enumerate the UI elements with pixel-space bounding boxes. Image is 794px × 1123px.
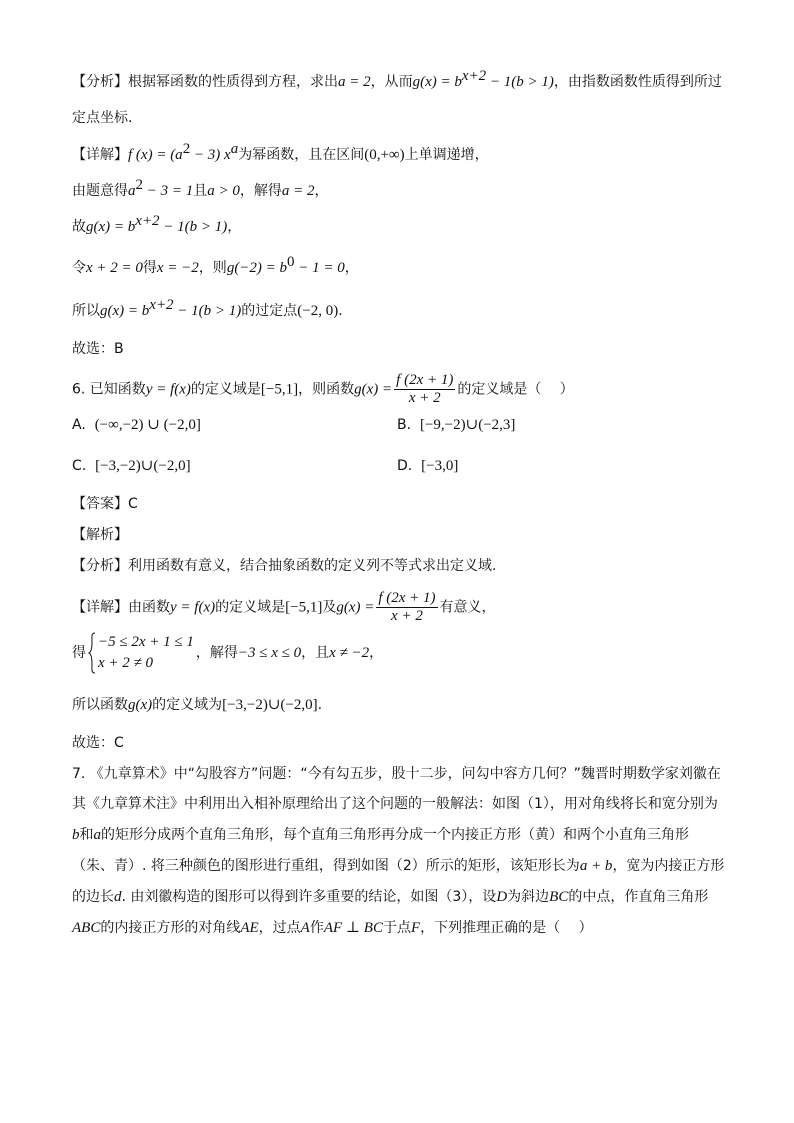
q7-line1	[72, 764, 728, 784]
text: 的过定点	[241, 303, 298, 319]
text: 令	[72, 260, 86, 276]
text: ，过点	[258, 920, 301, 936]
q5-analysis-line2	[72, 108, 728, 128]
q5-detail-line2	[72, 177, 728, 201]
q7-line5	[72, 887, 728, 907]
math: g(x) = b	[412, 74, 462, 90]
math: b	[72, 827, 80, 843]
text: 其《九章算术注》中利用出入相补原理给出了这个问题的一般解法：如图（1），用对角线将长和宽分别为	[72, 796, 718, 812]
math-exp: x+2	[461, 68, 487, 84]
analysis-tag: 【分析】	[72, 558, 128, 574]
q6-analysis	[72, 556, 728, 576]
math: − 3 = 1	[143, 183, 194, 199]
text: 由题意得	[72, 183, 128, 199]
math: f (x) = (a	[128, 147, 183, 163]
text: ，下列推理正确的是（ ）	[420, 920, 593, 936]
text: ，由指数函数性质得到所过	[553, 74, 722, 90]
option-label: D.	[397, 458, 413, 474]
text: ，解得	[239, 183, 282, 199]
math: [−3,−2)∪(−2,0]	[222, 697, 318, 713]
text: ，	[314, 183, 329, 199]
text: 利用函数有意义，结合抽象函数的定义列不等式求出定义域.	[128, 558, 497, 574]
math: AE	[240, 920, 259, 936]
text: 作	[309, 920, 324, 936]
text: .	[317, 697, 323, 713]
text: 根据幂函数的性质得到方程，求出	[128, 74, 338, 90]
text: 且	[193, 183, 208, 199]
math: A	[300, 920, 310, 936]
text: 由函数	[128, 599, 170, 616]
text: ，	[344, 260, 359, 276]
fraction-numerator: f (2x + 1)	[378, 590, 436, 606]
math: −3 ≤ x ≤ 0	[237, 645, 302, 661]
detail-tag: 【详解】	[72, 147, 128, 163]
math-exp: 2	[135, 177, 143, 193]
q6-detail-system	[72, 632, 728, 674]
math: AF ⊥ BC	[323, 920, 383, 936]
fraction	[376, 590, 437, 625]
text: 的内接正方形的对角线	[100, 920, 241, 936]
text: 得	[142, 260, 157, 276]
math: (0,+∞)	[364, 147, 405, 163]
math: g(x)	[128, 697, 153, 713]
math: g(x) =	[354, 381, 393, 398]
q6-jiexi	[72, 525, 728, 545]
math: y = f(x)	[145, 381, 191, 398]
q7-line4	[72, 856, 728, 876]
math: − 1(b > 1)	[486, 74, 554, 90]
answer-text: 故选：C	[72, 735, 124, 751]
q7-line6	[72, 918, 728, 938]
text: ，且	[301, 645, 330, 661]
math: x ≠ −2	[329, 645, 370, 661]
q5-detail-line5	[72, 297, 728, 321]
text: 为幂函数，且在区间	[238, 147, 365, 163]
text: 故	[72, 219, 86, 235]
math: d	[114, 889, 122, 905]
math: a + b	[579, 858, 613, 874]
brace-icon	[88, 632, 96, 674]
math: (−2, 0)	[297, 303, 339, 319]
math: − 1(b > 1)	[173, 303, 242, 319]
option-value: [−9,−2)∪(−2,3]	[419, 417, 516, 433]
q5-detail-line1	[72, 141, 728, 165]
jiexi-tag: 【解析】	[72, 527, 128, 543]
math: [−5,1]	[260, 381, 299, 398]
q7-line3	[72, 825, 728, 845]
math: g(x) = b	[86, 219, 136, 235]
text: 的边长	[72, 889, 114, 905]
analysis-tag: 【分析】	[72, 74, 128, 90]
fraction-denominator: x + 2	[408, 390, 441, 406]
math: D	[496, 889, 508, 905]
option-c	[72, 456, 191, 476]
q6-final	[72, 733, 728, 753]
math: [−5,1]	[285, 599, 323, 616]
inequality-system	[88, 632, 194, 674]
option-value: [−3,0]	[421, 458, 459, 474]
math: BC	[549, 889, 569, 905]
text: 6. 已知函数	[72, 381, 146, 398]
text: 的矩形分成两个直角三角形，每个直角三角形再分成一个内接正方形（黄）和两个小直角三角形	[101, 827, 689, 843]
math: g(x) = b	[100, 303, 150, 319]
option-d	[397, 456, 458, 476]
q5-answer	[72, 339, 728, 359]
text: 所以函数	[72, 697, 128, 713]
text: 的定义域为	[152, 697, 223, 713]
option-label: B.	[397, 417, 412, 433]
text: 为斜边	[507, 889, 550, 905]
text: （朱、青）. 将三种颜色的图形进行重组，得到如图（2）所示的矩形，该矩形长为	[72, 858, 580, 874]
math-exp: x+2	[149, 297, 174, 313]
text: 和	[79, 827, 94, 843]
math: a	[128, 183, 136, 199]
q7-line2	[72, 794, 728, 814]
text: 的定义域是（ ）	[457, 381, 574, 398]
text: 的中点，作直角三角形	[568, 889, 709, 905]
option-value: (−∞,−2) ∪ (−2,0]	[94, 417, 201, 433]
detail-tag: 【详解】	[72, 599, 128, 616]
text: ，	[369, 645, 384, 661]
q6-detail-line1	[72, 590, 728, 625]
math-exp: x+2	[135, 213, 160, 229]
math-exp: 2	[182, 141, 191, 157]
q6-conclusion	[72, 695, 728, 715]
q5-detail-line3	[72, 213, 728, 237]
math: ABC	[72, 920, 101, 936]
text: 有意义，	[439, 599, 496, 616]
q5-analysis-line1	[72, 68, 728, 92]
math: − 1(b > 1)	[159, 219, 228, 235]
text: 的定义域是	[190, 381, 261, 398]
math: g(−2) = b	[226, 260, 288, 276]
option-label: C.	[72, 458, 87, 474]
math: a > 0	[207, 183, 240, 199]
math: x + 2 = 0	[86, 260, 143, 276]
option-b	[397, 415, 515, 435]
text: 定点坐标.	[72, 110, 133, 126]
fraction-denominator: x + 2	[391, 608, 423, 624]
text: 得	[72, 645, 86, 661]
math: y = f(x)	[170, 599, 216, 616]
math: a = 2	[338, 74, 371, 90]
text: ，则	[198, 260, 227, 276]
text: 及	[322, 599, 337, 616]
text: 上单调递增，	[404, 147, 489, 163]
system-row: x + 2 ≠ 0	[98, 655, 154, 671]
text: ，从而	[370, 74, 413, 90]
fraction-numerator: f (2x + 1)	[396, 372, 454, 388]
math: g(x) =	[336, 599, 375, 616]
text: 的定义域是	[215, 599, 286, 616]
q6-stem	[72, 372, 728, 407]
answer-text: 【答案】C	[72, 496, 138, 512]
fraction	[394, 372, 455, 407]
q5-detail-line4	[72, 254, 728, 278]
option-a	[72, 415, 201, 435]
text: 于点	[382, 920, 411, 936]
math-exp: a	[230, 141, 239, 157]
text: . 由刘徽构造的图形可以得到许多重要的结论，如图（3），设	[121, 889, 497, 905]
text: .	[338, 303, 343, 319]
math: − 3) x	[190, 147, 231, 163]
option-value: [−3,−2)∪(−2,0]	[95, 458, 191, 474]
option-label: A.	[72, 417, 86, 433]
math: x = −2	[156, 260, 199, 276]
math-exp: 0	[287, 254, 295, 270]
math: a = 2	[281, 183, 315, 199]
text: ，宽为内接正方形	[612, 858, 725, 874]
text: ，解得	[195, 645, 238, 661]
text: 7. 《九章算术》中“勾股容方”问题：“今有勾五步，股十二步，问勾中容方几何？”魏晋时期数学家刘徽在	[72, 766, 721, 782]
text: ，则函数	[298, 381, 355, 398]
math: F	[410, 920, 421, 936]
math: − 1 = 0	[294, 260, 345, 276]
system-row: −5 ≤ 2x + 1 ≤ 1	[98, 634, 194, 650]
q6-answer	[72, 494, 728, 514]
answer-text: 故选：B	[72, 341, 124, 357]
text: 所以	[72, 303, 100, 319]
math: a	[93, 827, 101, 843]
text: ，	[227, 219, 242, 235]
